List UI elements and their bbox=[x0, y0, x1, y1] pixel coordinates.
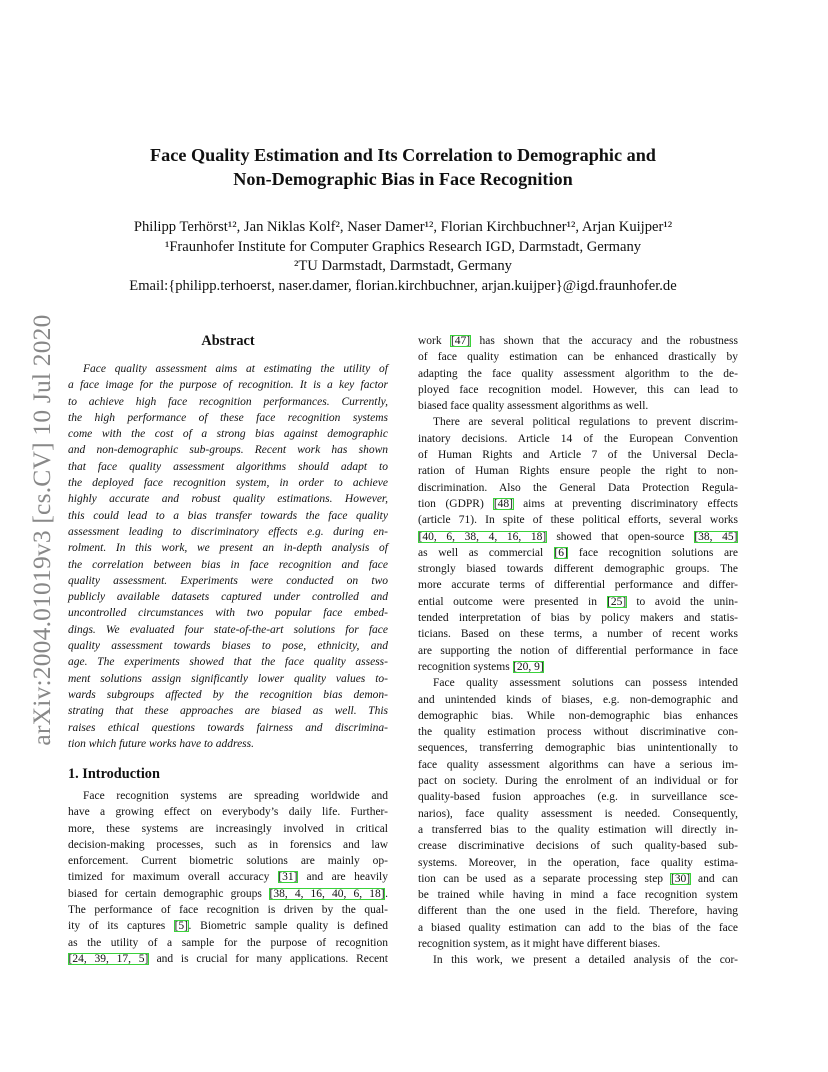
citation-link[interactable]: [30] bbox=[670, 872, 691, 885]
text-line: recognition system, as it might have different biases. bbox=[418, 937, 661, 950]
text-line: uncontrolled circumstances with two popular face embed- bbox=[68, 607, 388, 620]
citation-link[interactable]: [47] bbox=[450, 335, 471, 347]
text-line: timized for maximum overall accuracy [31] and are heavily bbox=[68, 871, 388, 884]
text-line: The performance of face recognition is driven by the qual- bbox=[68, 904, 388, 917]
arxiv-id-text: arXiv:2004.01019v3 [cs.CV] 10 Jul 2020 bbox=[27, 314, 56, 746]
text-line: publicly available datasets captured under controlled and bbox=[68, 591, 388, 604]
text-line: There are several political regulations to prevent discrim- bbox=[433, 416, 738, 429]
citation-link[interactable]: [40, 6, 38, 4, 16, 18] bbox=[418, 530, 547, 543]
citation-link[interactable]: [38, 45] bbox=[694, 530, 738, 543]
citation-link[interactable]: [24, 39, 17, 5] bbox=[68, 952, 149, 965]
text-line: biased face quality assessment algorithms as well. bbox=[418, 400, 649, 413]
text-line: strongly biased towards different demographic groups. The bbox=[418, 563, 738, 576]
text-line: ential outcome were presented in [25] to avoid the unin- bbox=[418, 595, 738, 608]
citation-link[interactable]: [5] bbox=[174, 920, 188, 933]
text-line: quality assessment. Experiments were conducted on two bbox=[68, 574, 388, 587]
author-names: Philipp Terhörst¹², Jan Niklas Kolf², Naser Damer¹², Florian Kirchbuchner¹², Arjan Kuijper¹² bbox=[133, 219, 673, 235]
text-line: quality assessment towards biases to pose, ethnicity, and bbox=[68, 640, 388, 653]
introduction-heading: 1. Introduction bbox=[68, 766, 160, 782]
text-line: demographic bias. While non-demographic bias enhances bbox=[418, 709, 738, 722]
text-line: [24, 39, 17, 5] and is crucial for many applications. Recent bbox=[68, 952, 388, 965]
text-line: [40, 6, 38, 4, 16, 18] showed that open-source [38, 45] bbox=[418, 530, 738, 543]
text-line: (article 71). In spite of these political efforts, several works bbox=[418, 514, 738, 527]
arxiv-side-stamp bbox=[22, 300, 62, 760]
citation-link[interactable]: [20, 9] bbox=[513, 660, 544, 673]
text-line: the high performance of these face recognition systems bbox=[68, 411, 388, 424]
text-line: rolment. In this work, we present an in-depth analysis of bbox=[68, 542, 388, 555]
citation-link[interactable]: [6] bbox=[554, 546, 568, 559]
author-email: Email:{philipp.terhoerst, naser.damer, florian.kirchbuchner, arjan.kuijper}@igd.fraunhofer.de bbox=[129, 277, 677, 294]
text-line: assessment leading to discriminatory effects e.g. during en- bbox=[68, 525, 388, 538]
author-block bbox=[60, 218, 746, 296]
text-line: decision-making processes, such as in forensics and law bbox=[68, 838, 388, 851]
text-line: tion (GDPR) [48] aims at preventing discriminatory effects bbox=[418, 497, 738, 510]
text-line: this could lead to a bias transfer towards the face quality bbox=[68, 509, 388, 522]
text-line: work [47] has shown that the accuracy and the robustness bbox=[418, 335, 738, 347]
text-line: are supporting the notion of differential performance in face bbox=[418, 644, 738, 657]
text-line: biased for certain demographic groups [38, 4, 16, 40, 6, 18]. bbox=[68, 887, 388, 900]
text-line: Face recognition systems are spreading worldwide and bbox=[83, 790, 388, 802]
title-line: Face Quality Estimation and Its Correlation to Demographic and bbox=[150, 145, 656, 165]
text-line: wards subgroups affected by the recognition bias demon- bbox=[68, 688, 388, 701]
text-line: crease discriminative decisions of such quality-based sub- bbox=[418, 840, 738, 853]
affiliation-1: ¹Fraunhofer Institute for Computer Graphics Research IGD, Darmstadt, Germany bbox=[164, 238, 642, 255]
text-line: face quality assessment algorithms can have a serious im- bbox=[418, 758, 738, 771]
text-line: ity of its captures [5]. Biometric sample quality is defined bbox=[68, 920, 388, 933]
text-line: a face image for the purpose of recognition. It is a key factor bbox=[68, 379, 388, 392]
text-line: a biased quality estimation can add to the bias of the face bbox=[418, 921, 738, 934]
text-line: In this work, we present a detailed analysis of the cor- bbox=[433, 954, 738, 967]
text-line: as well as commercial [6] face recognition solutions are bbox=[418, 546, 738, 559]
text-line: tion which future works have to address. bbox=[68, 737, 255, 750]
text-line: different than the one used in the field. Therefore, having bbox=[418, 905, 738, 918]
text-line: raises ethical questions towards fairness and discrimina- bbox=[68, 721, 388, 734]
text-line: be trained while having in mind a face recognition system bbox=[418, 889, 738, 902]
text-line: tion can be used as a separate processing step [30] and can bbox=[418, 872, 738, 885]
abstract-body bbox=[68, 361, 388, 752]
text-line: a transferred bias to the quality estimation will directly in- bbox=[418, 823, 738, 836]
text-line: the deployed face recognition system, in order to achieve bbox=[68, 477, 388, 490]
text-line: the correlation between bias in face recognition and face bbox=[68, 558, 388, 571]
right-column-body bbox=[418, 333, 738, 969]
text-line: have a growing effect on everybody’s daily life. Further- bbox=[68, 806, 388, 819]
text-line: ment solutions assign significantly lower quality values to- bbox=[68, 672, 388, 685]
paper-title bbox=[100, 143, 706, 191]
text-line: ticians. Based on these terms, a number of recent works bbox=[418, 628, 738, 641]
citation-link[interactable]: [25] bbox=[607, 595, 627, 608]
text-line: highly accurate and robust quality estimations. However, bbox=[68, 493, 388, 506]
text-line: and unintended kinds of biases, e.g. non-demographic and bbox=[418, 693, 738, 706]
text-line: of face quality estimation can be enhanced drastically by bbox=[418, 351, 738, 364]
text-line: strating that these approaches are biased as well. This bbox=[68, 705, 388, 718]
text-line: pact on society. During the enrolment of an individual or for bbox=[418, 775, 738, 788]
affiliation-2: ²TU Darmstadt, Darmstadt, Germany bbox=[294, 258, 512, 275]
text-line: dings. We evaluated four state-of-the-art solutions for face bbox=[68, 623, 388, 636]
title-line: Non-Demographic Bias in Face Recognition bbox=[233, 169, 573, 189]
abstract-heading: Abstract bbox=[201, 333, 255, 349]
text-line: enforcement. Current biometric solutions are mainly op- bbox=[68, 855, 388, 868]
text-line: age. The experiments showed that the face quality assess- bbox=[68, 656, 388, 669]
citation-link[interactable]: [38, 4, 16, 40, 6, 18] bbox=[269, 887, 385, 900]
text-line: come with the cost of a strong bias against demographic bbox=[68, 428, 388, 441]
text-line: as the utility of a sample for the purpose of recognition bbox=[68, 936, 388, 949]
introduction-body bbox=[68, 788, 388, 967]
text-line: recognition systems [20, 9] bbox=[418, 660, 544, 673]
text-line: ration of Human Rights ensure people the right to non- bbox=[418, 465, 738, 478]
text-line: sequences, transferring demographic bias unintentionally to bbox=[418, 742, 738, 755]
text-line: that face quality assessment algorithms should adapt to bbox=[68, 460, 388, 473]
text-line: systems. Moreover, in the operation, face quality estima- bbox=[418, 856, 738, 869]
text-line: quality-based fusion approaches (e.g. in surveillance sce- bbox=[418, 791, 738, 804]
text-line: to achieve high face recognition performances. Currently, bbox=[68, 395, 388, 408]
text-line: inatory decisions. Article 14 of the European Convention bbox=[418, 432, 738, 445]
citation-link[interactable]: [48] bbox=[493, 497, 514, 510]
text-line: more, these systems are increasingly involved in critical bbox=[68, 822, 388, 835]
text-line: discrimination. Also the General Data Protection Regula- bbox=[418, 481, 738, 494]
citation-link[interactable]: [31] bbox=[278, 871, 298, 884]
text-line: adapting the face quality assessment algorithm to the de- bbox=[418, 367, 738, 380]
text-line: more accurate terms of differential performance and differ- bbox=[418, 579, 738, 592]
text-line: Face quality assessment solutions can possess intended bbox=[433, 677, 738, 690]
text-line: narios), face quality assessment is needed. Consequently, bbox=[418, 807, 738, 820]
text-line: the quality estimation process without discriminative con- bbox=[418, 726, 738, 739]
text-line: Face quality assessment aims at estimating the utility of bbox=[83, 363, 388, 375]
text-line: and non-demographic sub-groups. Recent work has shown bbox=[68, 444, 388, 457]
text-line: ployed face recognition model. However, this can lead to bbox=[418, 383, 738, 396]
text-line: tended interpretation of bias by policy makers and statis- bbox=[418, 612, 738, 625]
text-line: of Human Rights and Article 7 of the Universal Decla- bbox=[418, 449, 738, 462]
